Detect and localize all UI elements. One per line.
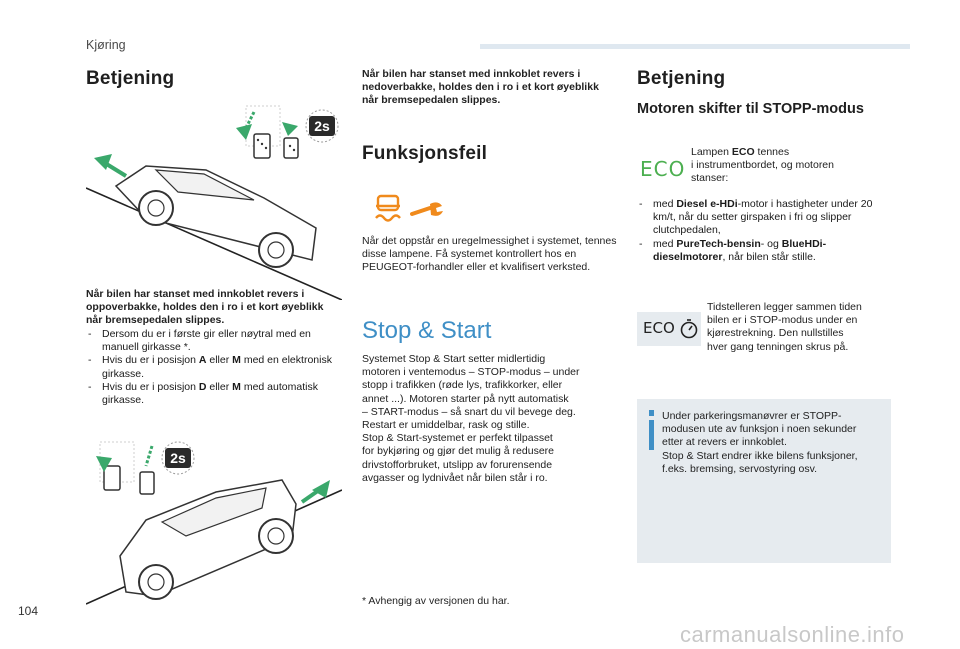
text-line: – START-modus – så snart du vil bevege deg. xyxy=(362,405,576,418)
text-line: Tidstelleren legger sammen tiden xyxy=(707,301,862,313)
text-line: modusen ute av funksjon i noen sekunder xyxy=(662,423,857,436)
col1-title: Betjening xyxy=(86,68,175,89)
info-icon xyxy=(649,410,654,450)
uphill-car-illustration xyxy=(86,100,342,300)
text-line: avgasser og lydnivået når bilen står i ro. xyxy=(362,471,548,484)
stop-start-title: Stop & Start xyxy=(362,317,492,344)
car-icon xyxy=(116,166,316,267)
watermark: carmanualsonline.info xyxy=(680,622,905,647)
list-item: - Hvis du er i posisjon D eller M med automatisk girkasse. xyxy=(86,381,342,407)
wrench-icon xyxy=(410,200,444,220)
stop-conditions-list xyxy=(637,198,877,264)
timer-text xyxy=(707,301,897,354)
stop-start-text xyxy=(362,353,622,485)
footnote: * Avhengig av versjonen du har. xyxy=(362,595,510,607)
badge-text: 2s xyxy=(170,450,186,466)
hill-assist-fault-icon xyxy=(372,194,404,224)
text-line: for bykjøring og gjør det mulig å redusere xyxy=(362,445,554,458)
eco-lamp-text: Lampen ECO tennes i instrumentbordet, og motoren stanser: xyxy=(691,146,834,185)
eco-lamp-icon: ECO xyxy=(640,157,686,181)
pedal-icon xyxy=(100,442,154,494)
text-line: motoren i ventemodus – STOP-modus – under xyxy=(362,366,580,379)
text-line: f.eks. bremsing, servostyring osv. xyxy=(662,462,818,475)
page-number: 104 xyxy=(18,604,39,618)
col3-title: Betjening xyxy=(637,68,726,89)
foot-arrow-icon xyxy=(96,446,152,472)
timer-icon xyxy=(679,318,699,340)
text-line: Under parkeringsmanøvrer er STOPP- xyxy=(662,410,842,422)
text-line: stopp i trafikken (røde lys, trafikkorker, eller xyxy=(362,379,563,392)
info-text xyxy=(662,410,887,476)
downhill-heading: Når bilen har stanset med innkoblet revers i nedoverbakke, holdes den i ro i et kort øyeblikk når bremsepedalen slippes. xyxy=(362,68,599,107)
list-item: - Hvis du er i posisjon A eller M med en elektronisk girkasse. xyxy=(86,354,342,380)
text-line: Systemet Stop & Start setter midlertidig xyxy=(362,353,546,365)
text-line: Stop & Start-systemet er perfekt tilpasset xyxy=(362,432,553,445)
text-line: kjørestrekning. Den nullstilles xyxy=(707,327,844,340)
downhill-car-illustration xyxy=(86,436,342,606)
text-line: hver gang tenningen skrus på. xyxy=(707,340,849,353)
badge-text: 2s xyxy=(314,118,330,134)
stop-mode-subtitle: Motoren skifter til STOPP-modus xyxy=(637,101,864,117)
list-item: - Dersom du er i første gir eller nøytral med en manuell girkasse *. xyxy=(86,328,342,354)
text-line: etter at revers er innkoblet. xyxy=(662,436,787,449)
header-bar xyxy=(480,44,910,49)
list-item: - med Diesel e-HDi-motor i hastigheter under 20 km/t, når du setter girspaken i fri og slipper clutchpedalen, xyxy=(637,198,877,238)
uphill-list xyxy=(86,328,342,407)
text-line: drivstofforbruket, utslipp av forurensende xyxy=(362,458,553,471)
two-seconds-badge xyxy=(162,442,194,474)
section-header: Kjøring xyxy=(86,38,126,52)
two-seconds-badge xyxy=(306,110,338,142)
uphill-heading: Når bilen har stanset med innkoblet revers i oppoverbakke, holdes den i ro i et kort øyeblikk når bremsepedalen slippes. xyxy=(86,288,324,327)
text-line: annet ...). Motoren starter på nytt automatisk xyxy=(362,392,569,405)
text-line: bilen er i STOP-modus under en xyxy=(707,314,858,327)
eco-timer-label: ECO xyxy=(643,319,675,337)
list-item: - med PureTech-bensin- og BlueHDi-dieselmotorer, når bilen står stille. xyxy=(637,238,877,264)
eco-timer-icon-box xyxy=(637,312,701,346)
fault-text: Når det oppstår en uregelmessighet i systemet, tennes disse lampene. Få systemet kontrollert hos en PEUGEOT-forhandler eller et kvalifisert verksted. xyxy=(362,235,617,274)
text-line: Restart er umiddelbar, rask og stille. xyxy=(362,419,530,432)
fault-title: Funksjonsfeil xyxy=(362,143,488,164)
text-line: Stop & Start endrer ikke bilens funksjoner, xyxy=(662,449,858,462)
car-icon xyxy=(120,480,296,599)
